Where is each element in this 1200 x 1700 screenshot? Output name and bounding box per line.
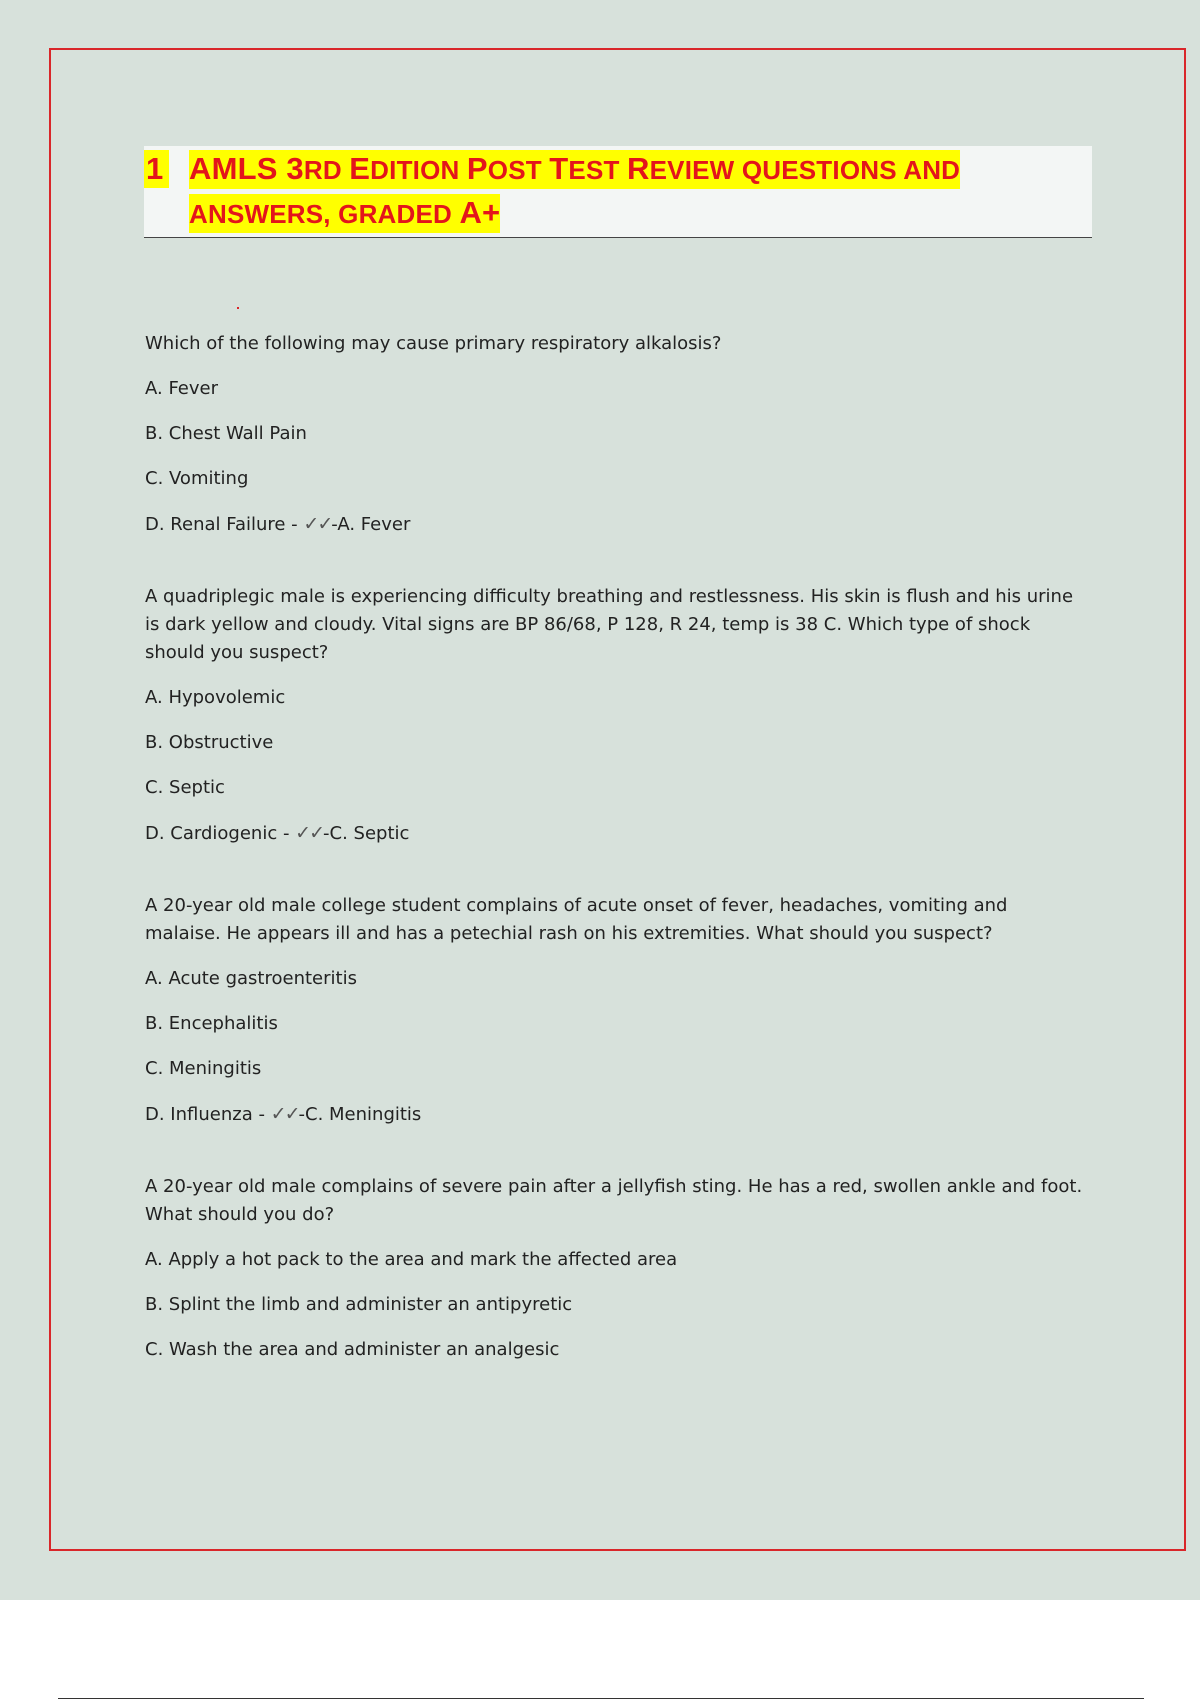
- option-text: D. Renal Failure -: [145, 514, 304, 535]
- option: C. Wash the area and administer an analgesic: [145, 1339, 560, 1360]
- option-with-answer: [145, 510, 1085, 539]
- option: B. Chest Wall Pain: [145, 423, 307, 444]
- question-block: [145, 1173, 1085, 1364]
- document-title: [144, 146, 1092, 238]
- option-text: D. Cardiogenic -: [145, 823, 296, 844]
- question-block: [145, 892, 1085, 1129]
- question-text: A 20-year old male college student complains of acute onset of fever, headaches, vomiting and malaise. He appears ill and has a petechial rash on his extremities. What should you suspect?: [145, 895, 1008, 944]
- question-text: Which of the following may cause primary respiratory alkalosis?: [145, 333, 722, 354]
- option: A. Acute gastroenteritis: [145, 968, 357, 989]
- option: A. Apply a hot pack to the area and mark the affected area: [145, 1249, 678, 1270]
- question-text: A 20-year old male complains of severe pain after a jellyfish sting. He has a red, swollen ankle and foot. What should you do?: [145, 1176, 1083, 1225]
- option: B. Obstructive: [145, 732, 274, 753]
- option-with-answer: [145, 819, 1085, 848]
- title-line-2: ANSWERS, GRADED A+: [189, 194, 500, 233]
- title-number: 1: [144, 150, 169, 188]
- decorative-dot: [237, 307, 239, 309]
- answer-text: -C. Septic: [323, 823, 410, 844]
- option: B. Encephalitis: [145, 1013, 278, 1034]
- title-line-1: AMLS 3RD EDITION POST TEST REVIEW QUESTIONS AND: [189, 150, 960, 189]
- question-text: A quadriplegic male is experiencing difficulty breathing and restlessness. His skin is flush and his urine is dark yellow and cloudy. Vital signs are BP 86/68, P 128, R 24, temp is 38 C. Which type of shock should you suspect?: [145, 586, 1074, 663]
- option-with-answer: [145, 1100, 1085, 1129]
- question-block: [145, 583, 1085, 848]
- question-list: [145, 330, 1085, 1408]
- option: A. Fever: [145, 378, 219, 399]
- option: A. Hypovolemic: [145, 687, 286, 708]
- question-block: [145, 330, 1085, 539]
- answer-text: -A. Fever: [331, 514, 411, 535]
- answer-text: -C. Meningitis: [298, 1104, 422, 1125]
- option: C. Vomiting: [145, 468, 249, 489]
- check-icon: ✓✓: [295, 822, 324, 844]
- option: B. Splint the limb and administer an antipyretic: [145, 1294, 573, 1315]
- option: C. Septic: [145, 777, 225, 798]
- check-icon: ✓✓: [303, 513, 332, 535]
- option-text: D. Influenza -: [145, 1104, 271, 1125]
- footer-rule: [58, 1698, 1144, 1699]
- option: C. Meningitis: [145, 1058, 262, 1079]
- check-icon: ✓✓: [270, 1103, 299, 1125]
